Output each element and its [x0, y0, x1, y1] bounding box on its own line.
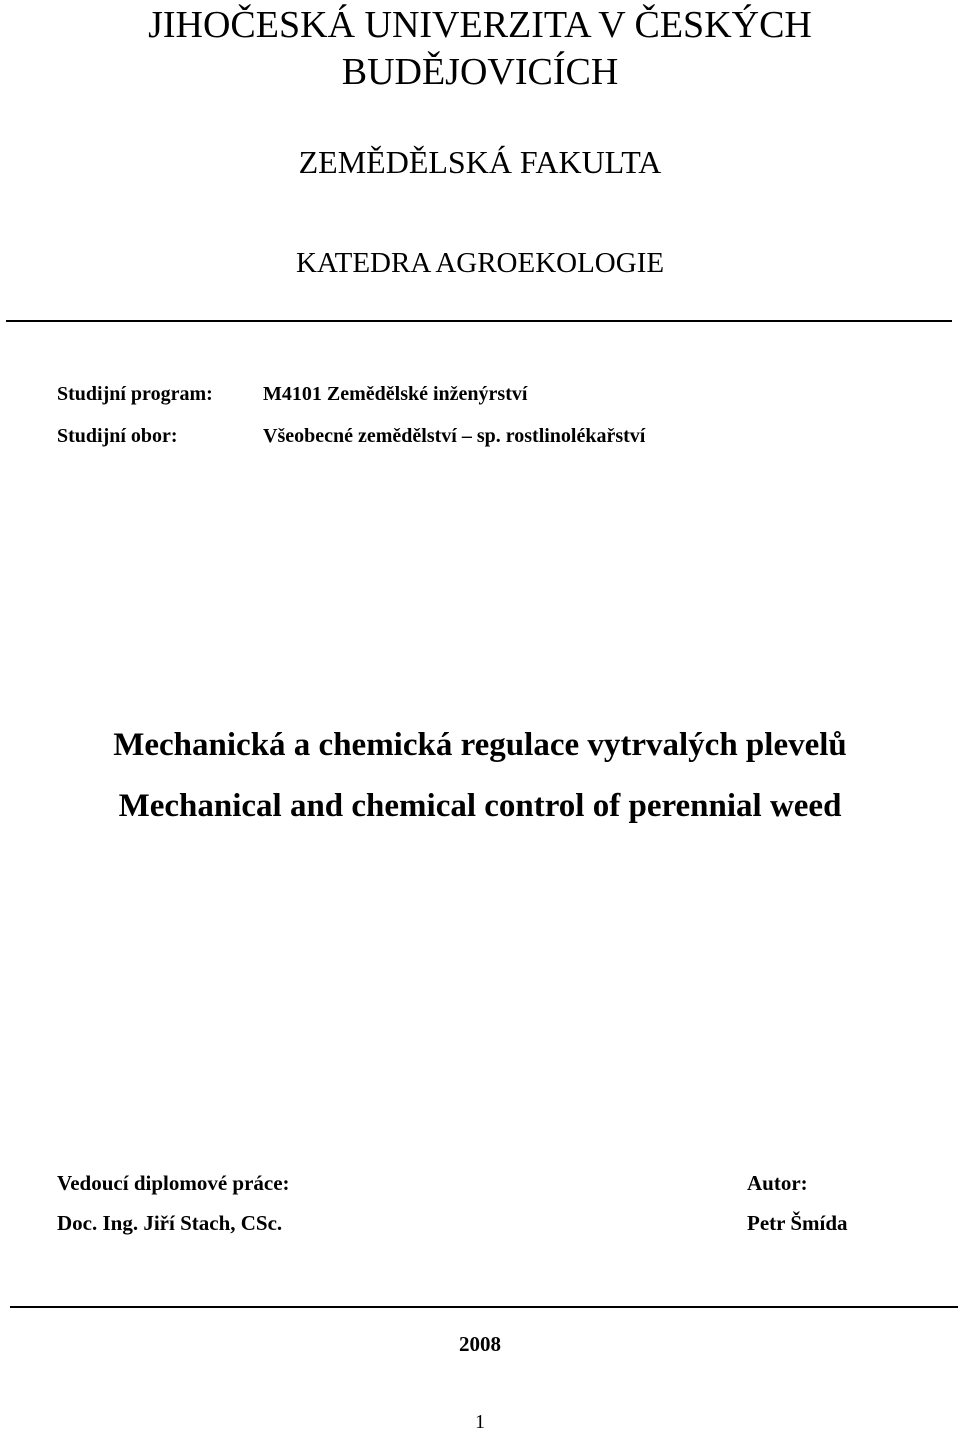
- study-program-value: M4101 Zemědělské inženýrství: [263, 383, 528, 405]
- study-field-value: Všeobecné zemědělství – sp. rostlinolékařství: [263, 425, 646, 447]
- submission-year: 2008: [459, 1332, 501, 1356]
- page-number: 1: [475, 1411, 485, 1433]
- author-name: Petr Šmída: [747, 1211, 848, 1235]
- faculty-name: ZEMĚDĚLSKÁ FAKULTA: [298, 144, 662, 180]
- bottom-divider: [10, 1306, 958, 1308]
- supervisor-name: Doc. Ing. Jiří Stach, CSc.: [57, 1211, 283, 1235]
- university-name: JIHOČESKÁ UNIVERZITA V ČESKÝCH BUDĚJOVICÍCH: [148, 4, 812, 93]
- supervisor-label: Vedoucí diplomové práce:: [57, 1171, 290, 1195]
- top-divider: [6, 320, 952, 322]
- department-name: KATEDRA AGROEKOLOGIE: [295, 247, 665, 279]
- study-field-label: Studijní obor:: [57, 425, 178, 447]
- author-label: Autor:: [747, 1171, 808, 1195]
- thesis-title-czech: Mechanická a chemická regulace vytrvalých plevelů: [113, 727, 847, 763]
- thesis-title-english: Mechanical and chemical control of perennial weed: [118, 788, 842, 824]
- study-program-label: Studijní program:: [57, 383, 213, 405]
